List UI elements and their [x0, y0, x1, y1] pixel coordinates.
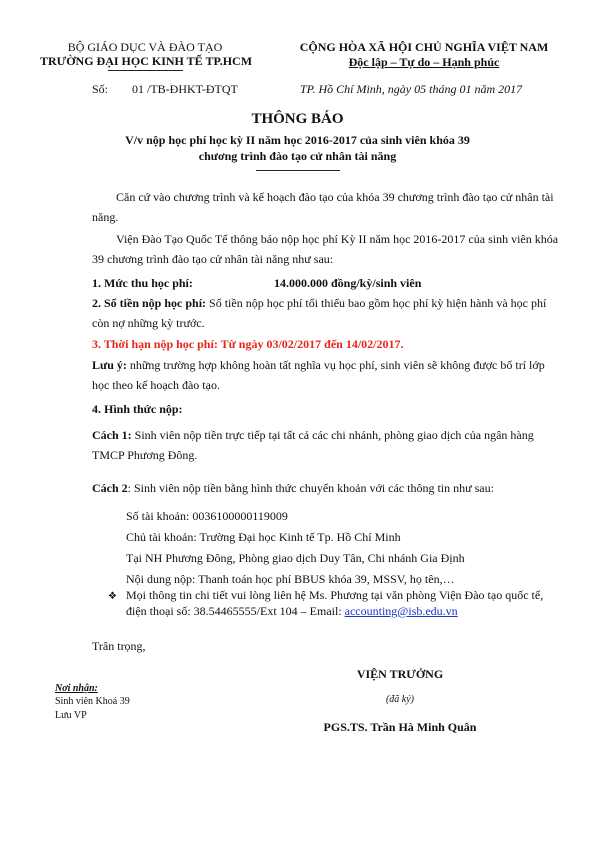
recipient-2: Lưu VP: [55, 710, 87, 721]
payment-method-heading: 4. Hình thức nộp:: [92, 402, 183, 416]
minimum-payment-label: 2. Số tiền nộp học phí:: [92, 296, 207, 310]
account-holder: Chủ tài khoản: Trường Đại học Kinh tế Tp. Hồ Chí Minh: [126, 530, 401, 544]
minimum-payment-paragraph: [92, 293, 562, 333]
contact-text: Mọi thông tin chi tiết vui lòng liên hệ Ms. Phương tại văn phòng Viện Đào tạo quốc tế, điện thoại số: 38.54465555/Ext 104 – Email:: [126, 588, 544, 618]
fee-value: 14.000.000 đồng/kỳ/sinh viên: [274, 276, 422, 290]
payment-content: Nội dung nộp: Thanh toán học phí BBUS khóa 39, MSSV, họ tên,…: [126, 572, 455, 586]
method-1-paragraph: [92, 425, 562, 465]
bank-branch: Tại NH Phương Đông, Phòng giao dịch Duy Tân, Chi nhánh Gia Định: [126, 551, 465, 565]
republic-name: CỘNG HÒA XÃ HỘI CHỦ NGHĨA VIỆT NAM: [299, 40, 549, 54]
university-name: TRƯỜNG ĐẠI HỌC KINH TẾ TP.HCM: [40, 54, 253, 68]
method-2-text: : Sinh viên nộp tiền bằng hình thức chuyển khoản với các thông tin như sau:: [127, 481, 494, 495]
signed-note: (đã ký): [385, 694, 415, 705]
signer-name: PGS.TS. Trần Hà Minh Quân: [323, 720, 477, 734]
document-number-label: Số:: [92, 82, 109, 96]
title-divider: [256, 170, 340, 171]
diamond-bullet-icon: ❖: [108, 591, 117, 602]
method-1-text: Sinh viên nộp tiền trực tiếp tại tất cả các chi nhánh, phòng giao dịch của ngân hàng TMCP Phương Đông.: [92, 428, 534, 462]
closing-text: Trân trọng,: [92, 639, 146, 653]
national-motto: Độc lập – Tự do – Hạnh phúc: [348, 55, 500, 69]
subject-line-2: chương trình đào tạo cử nhân tài năng: [198, 149, 397, 163]
account-number: Số tài khoản: 0036100000119009: [126, 509, 288, 523]
contact-email-link[interactable]: accounting@isb.edu.vn: [344, 604, 458, 618]
recipients-label: Nơi nhận:: [55, 683, 98, 694]
place-date: TP. Hồ Chí Minh, ngày 05 tháng 01 năm 2017: [300, 82, 523, 96]
contact-paragraph: [126, 587, 562, 619]
minimum-payment-text: Số tiền nộp học phí tối thiểu bao gồm học phí kỳ hiện hành và học phí còn nợ những kỳ trước.: [92, 296, 547, 330]
page-title: THÔNG BÁO: [251, 111, 344, 127]
note-label: Lưu ý:: [92, 358, 127, 372]
fee-label: 1. Mức thu học phí:: [92, 276, 193, 290]
note-paragraph: [92, 355, 562, 395]
recipient-1: Sinh viên Khoá 39: [55, 696, 130, 707]
method-1-label: Cách 1:: [92, 428, 132, 442]
method-2-label: Cách 2: [92, 481, 128, 495]
intro-paragraph-1: Căn cứ vào chương trình và kế hoạch đào tạo của khóa 39 chương trình đào tạo cử nhân tài năng.: [92, 190, 554, 224]
subject-line-1: V/v nộp học phí học kỳ II năm học 2016-2017 của sinh viên khóa 39: [125, 133, 470, 147]
note-text: những trường hợp không hoàn tất nghĩa vụ học phí, sinh viên sẽ không được bố trí lớp học theo kế hoạch đào tạo.: [92, 358, 545, 392]
ministry-name: BỘ GIÁO DỤC VÀ ĐÀO TẠO: [67, 40, 223, 54]
signer-title: VIỆN TRƯỞNG: [356, 667, 444, 681]
header-divider-left: [108, 70, 183, 71]
intro-paragraph-2: Viện Đào Tạo Quốc Tế thông báo nộp học phí Kỳ II năm học 2016-2017 của sinh viên khóa 39 chương trình đào tạo cử nhân tài năng như sau:: [92, 232, 559, 266]
method-2-paragraph: [92, 478, 562, 498]
deadline-text: 3. Thời hạn nộp học phí: Từ ngày 03/02/2017 đến 14/02/2017.: [92, 337, 404, 351]
document-number: 01 /TB-ĐHKT-ĐTQT: [132, 82, 238, 96]
